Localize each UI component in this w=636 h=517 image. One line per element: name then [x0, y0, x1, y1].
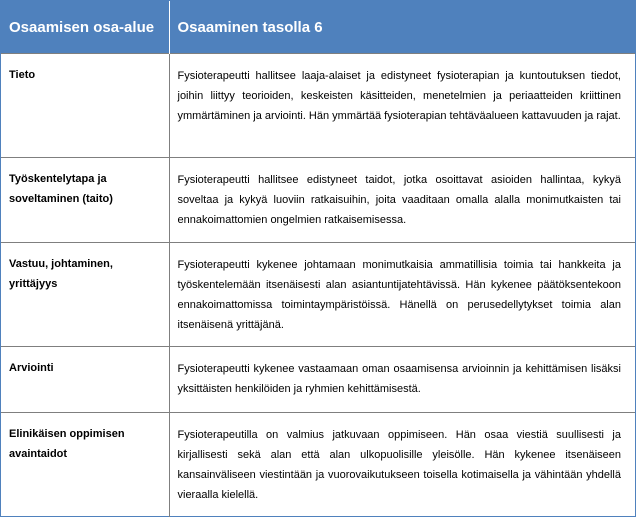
row-area-label: Arviointi — [1, 347, 169, 413]
table-row — [1, 54, 635, 158]
table-row — [1, 413, 635, 517]
table-row — [1, 158, 635, 243]
row-area-label: Vastuu, johtaminen, yrittäjyys — [1, 243, 169, 347]
row-area-label: Tieto — [1, 54, 169, 158]
table-header-row — [1, 1, 635, 54]
table-row — [1, 243, 635, 347]
row-area-label: Työskentelytapa ja soveltaminen (taito) — [1, 158, 169, 243]
row-description: Fysioterapeutti kykenee vastaamaan oman osaamisensa arvioinnin ja kehittämisen lisäksi yksittäisten henkilöiden ja ryhmien kehittämisestä. — [169, 347, 635, 413]
row-description: Fysioterapeutti hallitsee edistyneet taidot, jotka osoittavat asioiden hallintaa, kykyä soveltaa ja kykyä luoviin ratkaisuihin, joita vaaditaan omalla alalla monimutkaisten tai ennakoimattomien ongelmien ratkaisemisessa. — [169, 158, 635, 243]
row-description: Fysioterapeutti kykenee johtamaan monimutkaisia ammatillisia toimia tai hankkeita ja työskentelemään itsenäisesti alan asiantuntijatehtävissä. Hän kykenee päätöksentekoon ennakoimattomissa toimintaympäristöissä. Hänellä on perusedellytykset toimia alan itsenäisenä yrittäjänä. — [169, 243, 635, 347]
competence-table — [1, 1, 635, 517]
header-competence-area: Osaamisen osa-alue — [1, 1, 169, 54]
header-competence-level: Osaaminen tasolla 6 — [169, 1, 635, 54]
row-description: Fysioterapeutti hallitsee laaja-alaiset ja edistyneet fysioterapian ja kuntoutuksen tiedot, joihin liittyy teorioiden, keskeisten käsitteiden, menetelmien ja periaatteiden kriittinen ymmärtäminen ja arviointi. Hän ymmärtää fysioterapian tehtäväalueen kattavuuden ja rajat. — [169, 54, 635, 158]
table-row — [1, 347, 635, 413]
row-area-label: Elinikäisen oppimisen avaintaidot — [1, 413, 169, 517]
row-description: Fysioterapeutilla on valmius jatkuvaan oppimiseen. Hän osaa viestiä suullisesti ja kirjallisesti sekä alan että alan ulkopuolisille yleisölle. Hän kykenee itsenäiseen kansainväliseen viestintään ja vuorovaikutukseen toisella kotimaisella ja vähintään yhdellä vieraalla kielellä. — [169, 413, 635, 517]
